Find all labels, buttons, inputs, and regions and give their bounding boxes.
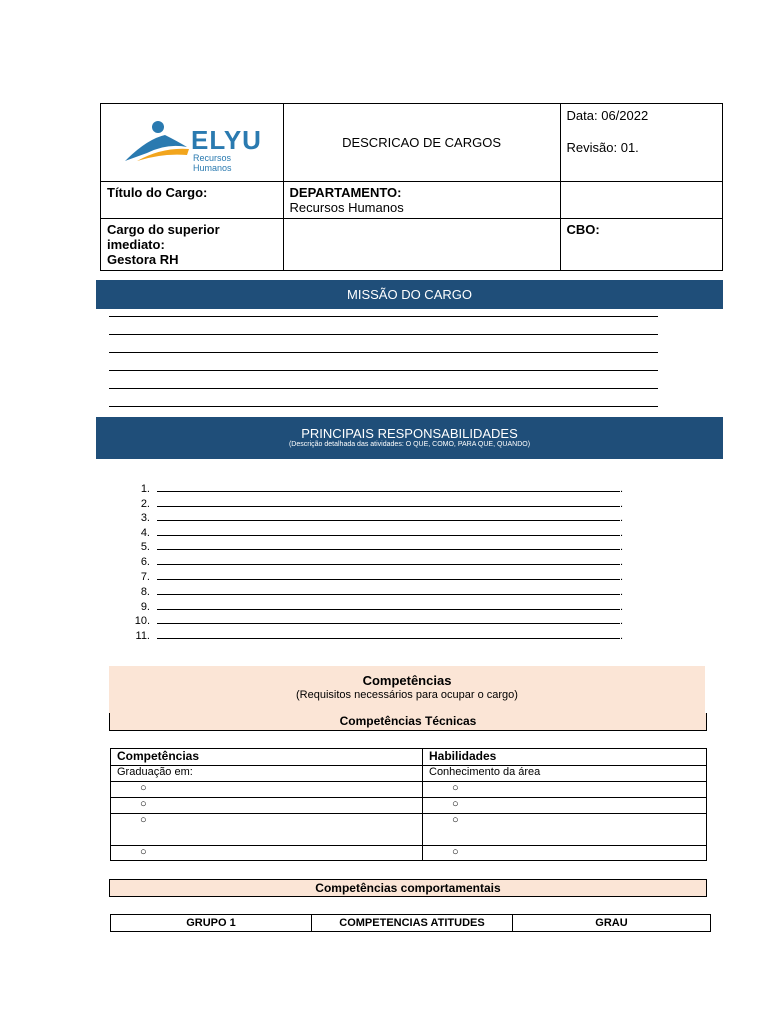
responsabilidades-band: [96, 417, 723, 459]
list-dot: .: [620, 630, 624, 642]
bullet-icon: ○: [452, 798, 459, 810]
list-item: [130, 498, 630, 513]
header-table: [100, 103, 723, 271]
logo-subtext: Recursos Humanos: [193, 152, 232, 173]
table-cell: [423, 798, 707, 814]
list-dot: .: [620, 483, 624, 495]
list-line: [157, 506, 620, 507]
cbo-label: CBO:: [566, 222, 600, 237]
list-number: 5.: [140, 541, 150, 553]
bullet-icon: ○: [140, 846, 147, 858]
grupo-table: [110, 914, 711, 932]
table-cell: [111, 782, 423, 798]
list-line: [157, 594, 620, 595]
list-number: 11.: [135, 630, 150, 642]
competencias-subtitle: (Requisitos necessários para ocupar o cargo): [296, 689, 518, 701]
table-row: [111, 814, 707, 846]
list-number: 10.: [134, 615, 150, 627]
list-dot: .: [620, 556, 624, 568]
atitudes-header: [312, 915, 513, 932]
list-dot: .: [620, 615, 624, 627]
table-header-row: [111, 915, 711, 932]
list-dot: .: [620, 527, 624, 539]
grau-label: GRAU: [595, 917, 628, 929]
missao-line: [109, 370, 658, 371]
superior-value: Gestora RH: [107, 252, 179, 267]
date-cell: [560, 104, 722, 182]
list-number: 3.: [140, 512, 150, 524]
empty-cell-2: [283, 219, 560, 271]
superior-label: Cargo do superior imediato:: [107, 222, 220, 252]
col-habilidades-label: Habilidades: [429, 749, 497, 763]
missao-line: [109, 316, 658, 317]
list-dot: .: [620, 571, 624, 583]
list-dot: .: [620, 512, 624, 524]
table-cell: [111, 846, 423, 861]
company-logo: [107, 113, 267, 173]
list-number: 9.: [140, 601, 150, 613]
col-competencias: [111, 749, 423, 766]
list-line: [157, 491, 620, 492]
logo-cell: [101, 104, 284, 182]
table-cell: [423, 782, 707, 798]
cbo-cell: [560, 219, 722, 271]
grau-header: [513, 915, 711, 932]
list-dot: .: [620, 541, 624, 553]
col-competencias-label: Competências: [117, 749, 200, 763]
bullet-icon: ○: [140, 798, 147, 810]
list-line: [157, 535, 620, 536]
missao-line: [109, 388, 658, 389]
doc-title: DESCRICAO DE CARGOS: [342, 135, 501, 150]
doc-date: Data: 06/2022: [566, 108, 649, 123]
list-item: [130, 512, 630, 527]
table-row: [111, 846, 707, 861]
superior-cell: [101, 219, 284, 271]
table-cell: [111, 798, 423, 814]
logo-figure-icon: [117, 113, 197, 173]
list-line: [157, 623, 620, 624]
bullet-icon: ○: [140, 782, 147, 794]
logo-text: ELYU: [191, 124, 262, 155]
list-dot: .: [620, 586, 624, 598]
missao-line: [109, 406, 658, 407]
bullet-icon: ○: [140, 814, 147, 826]
competencias-comportamentais-label: Competências comportamentais: [315, 881, 501, 895]
empty-cell: [560, 182, 722, 219]
table-cell: [111, 766, 423, 782]
departamento-value: Recursos Humanos: [289, 200, 404, 215]
grupo-label: GRUPO 1: [186, 917, 236, 929]
graduacao-label: Graduação em:: [117, 766, 193, 778]
departamento-label: DEPARTAMENTO:: [289, 185, 402, 200]
missao-line: [109, 334, 658, 335]
titulo-cargo-cell: [101, 182, 284, 219]
bullet-icon: ○: [452, 846, 459, 858]
list-line: [157, 638, 620, 639]
list-number: 6.: [140, 556, 150, 568]
missao-title: MISSÃO DO CARGO: [347, 287, 472, 302]
responsabilidades-subtitle: (Descrição detalhada das atividades: O QUE, COMO, PARA QUE, QUANDO): [288, 441, 531, 448]
list-dot: .: [620, 601, 624, 613]
table-cell: [423, 766, 707, 782]
competencias-title: Competências: [362, 673, 452, 688]
list-line: [157, 579, 620, 580]
list-line: [157, 549, 620, 550]
list-item: [130, 571, 630, 586]
doc-title-cell: [283, 104, 560, 182]
list-item: [130, 601, 630, 616]
competencias-tecnicas-header: [109, 713, 707, 731]
list-line: [157, 609, 620, 610]
list-item: [130, 541, 630, 556]
list-number: 4.: [140, 527, 150, 539]
competencias-table: [110, 748, 707, 861]
bullet-icon: ○: [452, 782, 459, 794]
missao-band: [96, 280, 723, 309]
list-line: [157, 520, 620, 521]
list-item: [130, 586, 630, 601]
list-line: [157, 564, 620, 565]
table-row: [111, 798, 707, 814]
list-item: [130, 527, 630, 542]
departamento-cell: [283, 182, 560, 219]
table-cell: [423, 814, 707, 846]
table-cell: [111, 814, 423, 846]
bullet-icon: ○: [452, 814, 459, 826]
missao-line: [109, 352, 658, 353]
list-dot: .: [620, 498, 624, 510]
list-item: [130, 483, 630, 498]
list-item: [130, 615, 630, 630]
competencias-box: [109, 666, 705, 713]
table-cell: [423, 846, 707, 861]
list-item: [130, 556, 630, 571]
atitudes-label: COMPETENCIAS ATITUDES: [339, 917, 485, 929]
table-header-row: [111, 749, 707, 766]
table-row: [111, 766, 707, 782]
list-number: 8.: [140, 586, 150, 598]
table-row: [111, 782, 707, 798]
grupo-header: [111, 915, 312, 932]
competencias-tecnicas-label: Competências Técnicas: [339, 714, 477, 728]
col-habilidades: [423, 749, 707, 766]
list-number: 2.: [140, 498, 150, 510]
list-item: [130, 630, 630, 645]
titulo-cargo-label: Título do Cargo:: [107, 185, 208, 200]
list-number: 7.: [140, 571, 150, 583]
responsabilidades-title: PRINCIPAIS RESPONSABILIDADES: [301, 426, 518, 441]
list-number: 1.: [140, 483, 150, 495]
competencias-comportamentais-header: [109, 879, 707, 897]
doc-revision: Revisão: 01.: [566, 140, 639, 155]
conhecimento-label: Conhecimento da área: [429, 766, 541, 778]
